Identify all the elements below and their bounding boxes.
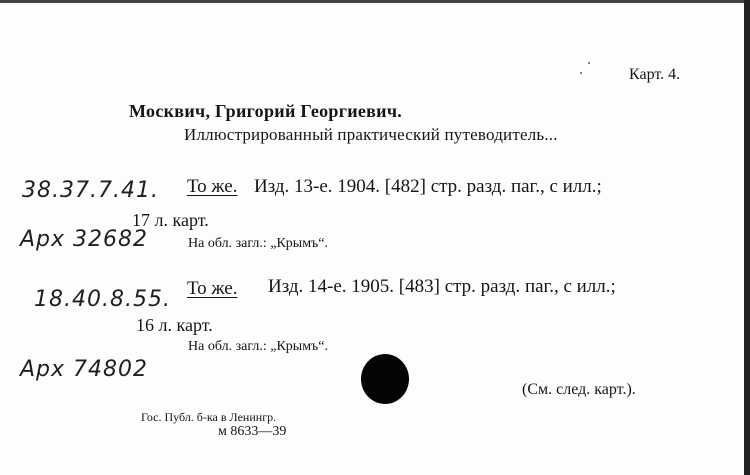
same-label-2: То же. bbox=[187, 278, 238, 299]
imprint-line-1: Гос. Публ. б-ка в Ленингр. bbox=[141, 410, 277, 424]
inventory-2: Арх 74802 bbox=[20, 357, 149, 382]
card-number: Карт. 4. bbox=[629, 66, 681, 83]
inventory-1: Арх 32682 bbox=[20, 227, 149, 252]
author-heading: Москвич, Григорий Георгиевич. bbox=[129, 101, 403, 121]
imprint-line-2: м 8633—39 bbox=[218, 424, 287, 439]
card-top-edge bbox=[0, 0, 750, 3]
same-label-1: То же. bbox=[187, 176, 238, 197]
shelfmark-1: 38.37.7.41. bbox=[22, 178, 159, 203]
edition-1: Изд. 13-е. 1904. [482] стр. разд. паг., с илл.; bbox=[254, 176, 602, 197]
card-right-edge bbox=[744, 0, 750, 475]
punch-hole bbox=[361, 354, 409, 404]
cover-title-1: На обл. загл.: „Крымъ“. bbox=[188, 236, 329, 251]
ink-speck bbox=[588, 62, 590, 64]
cover-title-2: На обл. загл.: „Крымъ“. bbox=[188, 339, 329, 354]
ink-speck bbox=[580, 72, 582, 74]
book-title: Иллюстрированный практический путеводитель... bbox=[184, 125, 558, 144]
see-next-note: (См. след. карт.). bbox=[522, 381, 636, 398]
maps-1: 17 л. карт. bbox=[132, 210, 209, 230]
maps-2: 16 л. карт. bbox=[136, 315, 213, 335]
shelfmark-2: 18.40.8.55. bbox=[34, 287, 171, 312]
edition-2: Изд. 14-е. 1905. [483] стр. разд. паг., с илл.; bbox=[268, 276, 616, 297]
